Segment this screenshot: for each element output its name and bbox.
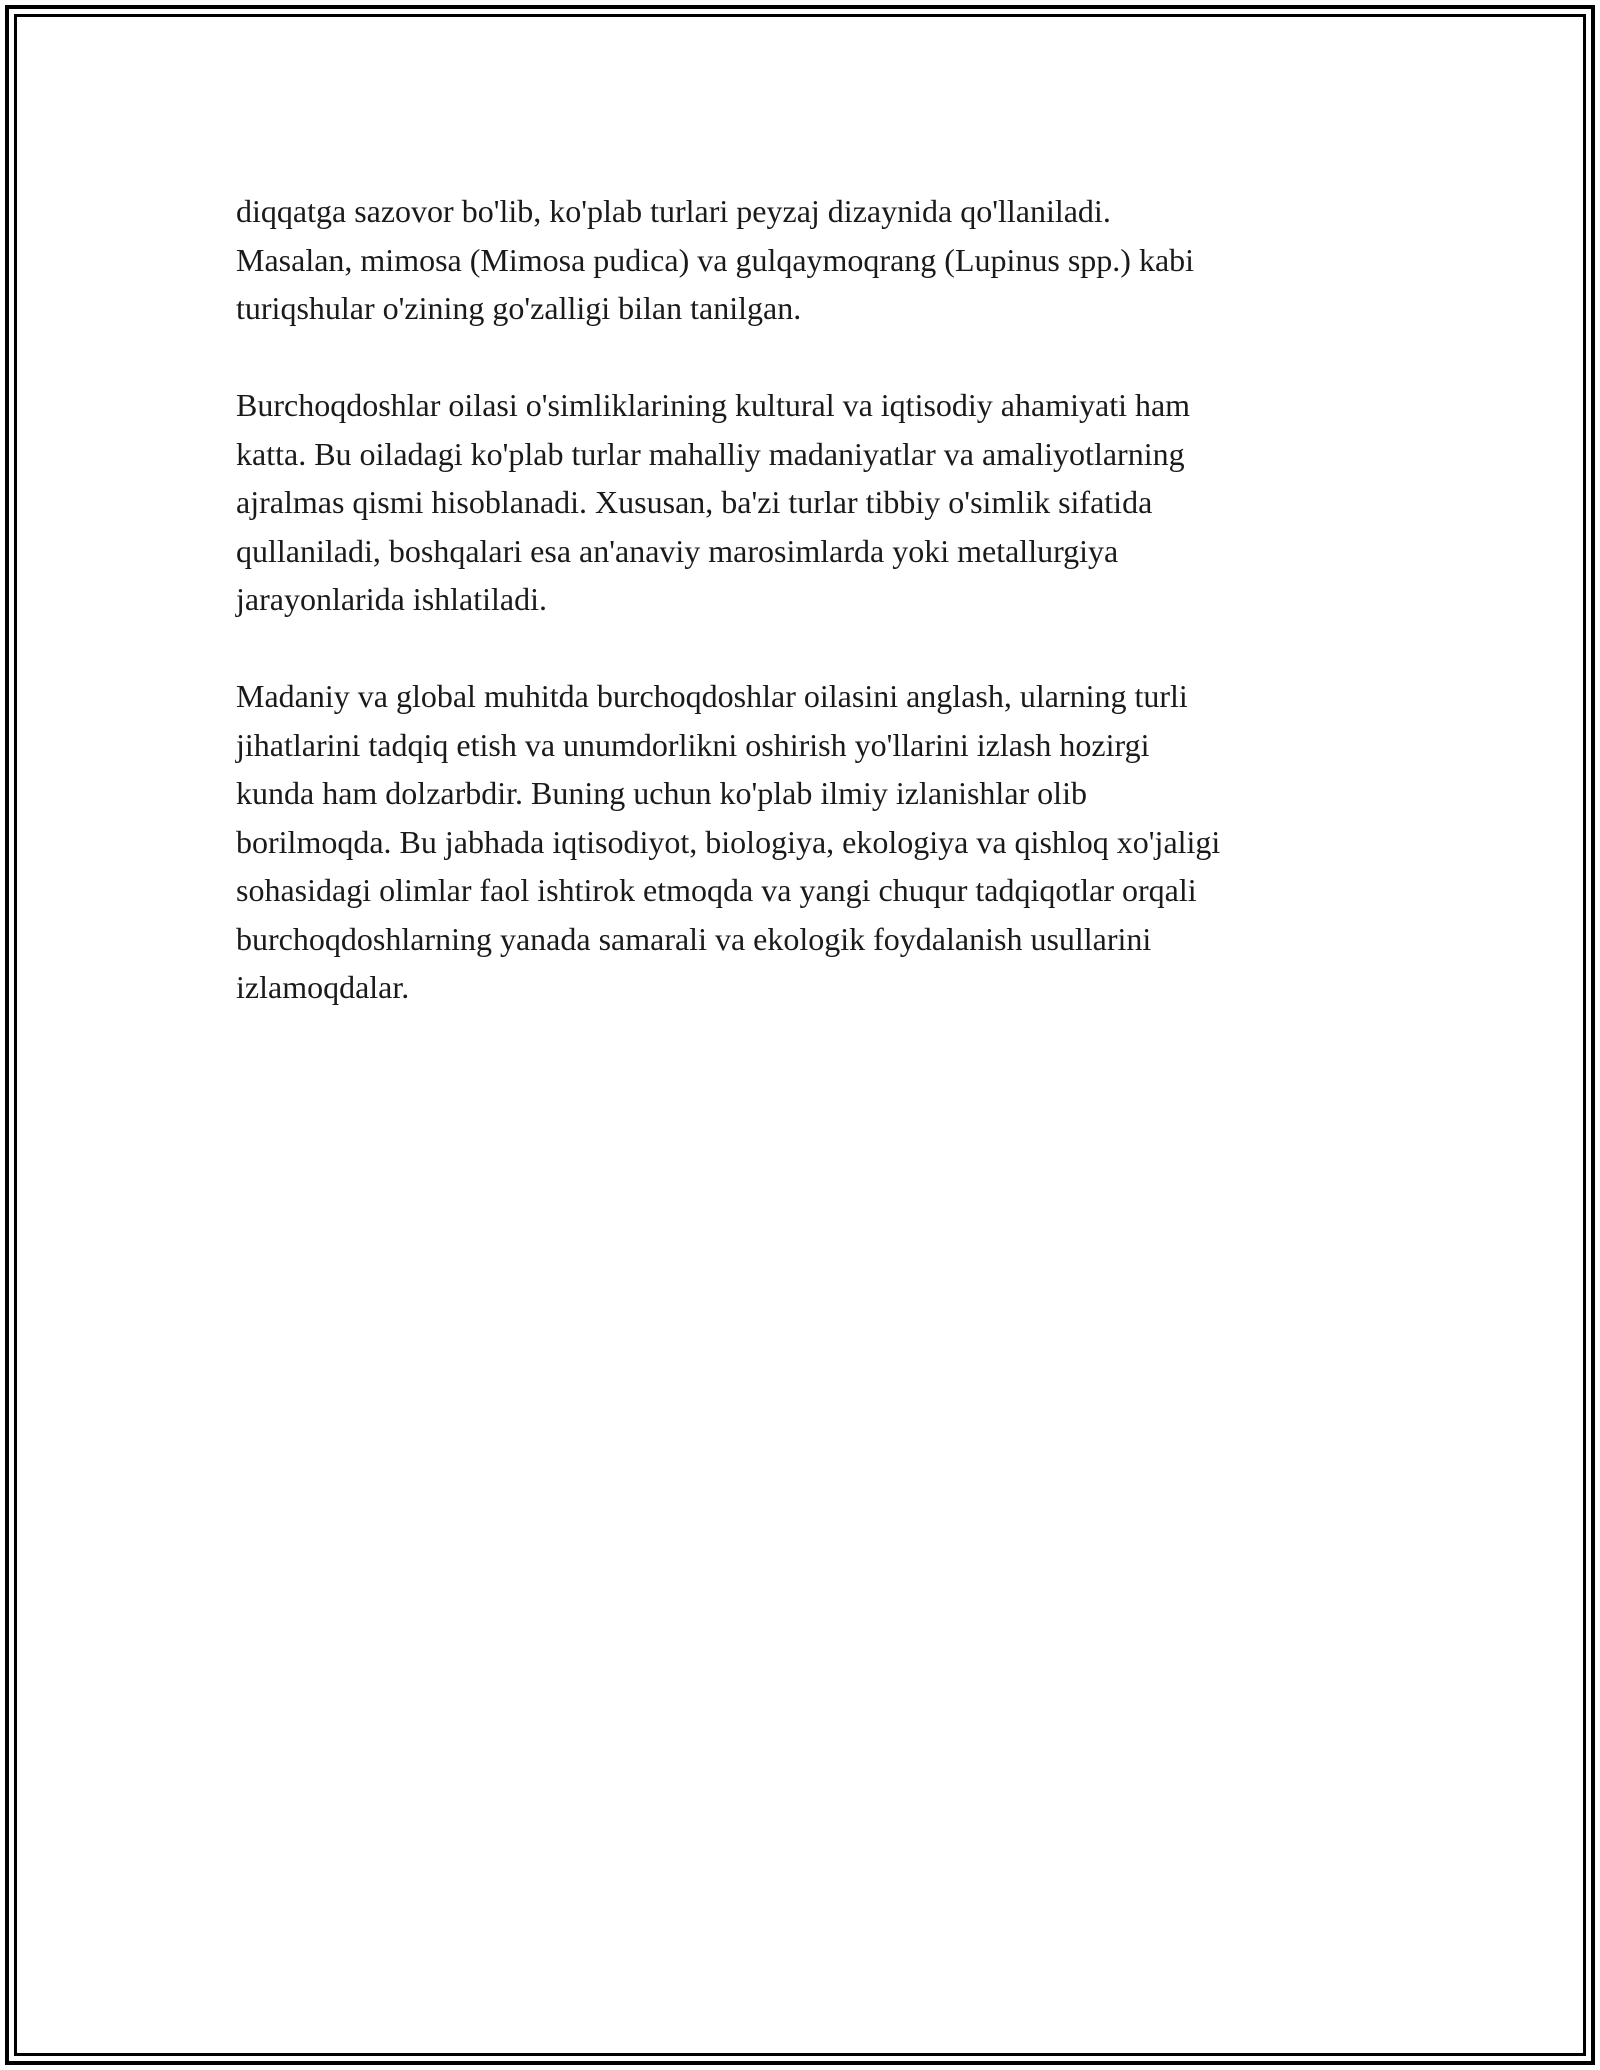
text-line: diqqatga sazovor bo'lib, ko'plab turlari peyzaj dizaynida qo'llaniladi.	[236, 193, 1111, 229]
document-body	[236, 187, 1376, 1060]
paragraph-3	[236, 672, 1376, 1012]
text-line: borilmoqda. Bu jabhada iqtisodiyot, biologiya, ekologiya va qishloq xo'jaligi	[236, 823, 1221, 860]
text-line: turiqshular o'zining go'zalligi bilan tanilgan.	[236, 290, 802, 326]
text-line: ajralmas qismi hisoblanadi. Xususan, ba'zi turlar tibbiy o'simlik sifatida	[236, 484, 1153, 520]
paragraph-1	[236, 187, 1376, 333]
text-line: izlamoqdalar.	[236, 969, 410, 1005]
text-line: katta. Bu oiladagi ko'plab turlar mahalliy madaniyatlar va amaliyotlarning	[236, 435, 1185, 472]
text-line: Masalan, mimosa (Mimosa pudica) va gulqaymoqrang (Lupinus spp.) kabi	[236, 241, 1195, 278]
text-line: burchoqdoshlarning yanada samarali va ekologik foydalanish usullarini	[236, 920, 1152, 957]
text-line: sohasidagi olimlar faol ishtirok etmoqda va yangi chuqur tadqiqotlar orqali	[236, 872, 1197, 908]
paragraph-2	[236, 381, 1376, 624]
text-line: Burchoqdoshlar oilasi o'simliklarining kultural va iqtisodiy ahamiyati ham	[236, 387, 1191, 423]
text-line: qullaniladi, boshqalari esa an'anaviy marosimlarda yoki metallurgiya	[236, 532, 1119, 569]
text-line: jihatlarini tadqiq etish va unumdorlikni oshirish yo'llarini izlash hozirgi	[236, 726, 1150, 763]
text-line: jarayonlarida ishlatiladi.	[236, 581, 547, 617]
text-line: kunda ham dolzarbdir. Buning uchun ko'plab ilmiy izlanishlar olib	[236, 775, 1087, 811]
text-line: Madaniy va global muhitda burchoqdoshlar oilasini anglash, ularning turli	[236, 678, 1188, 714]
